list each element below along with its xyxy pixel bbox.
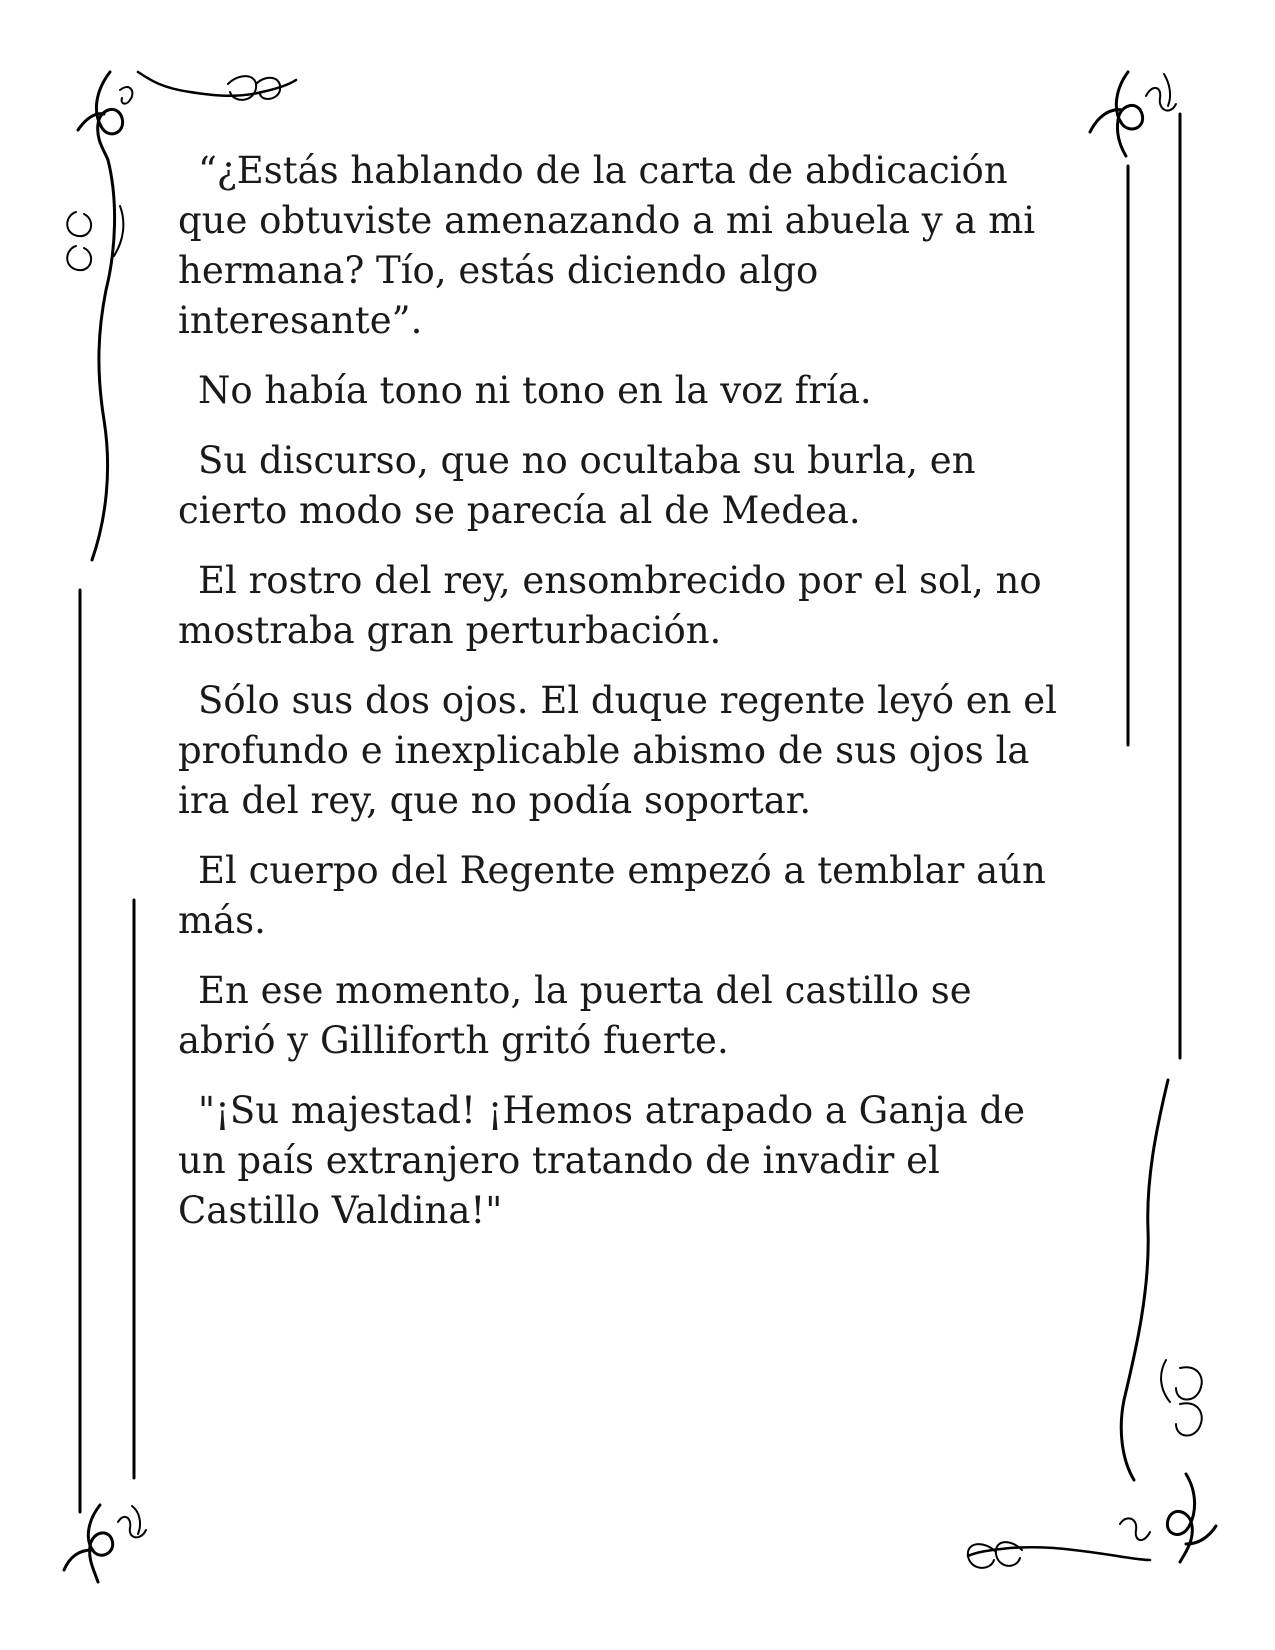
- paragraph: “¿Estás hablando de la carta de abdicación que obtuviste amenazando a mi abuela y a mi hermana? Tío, estás diciendo algo interesante”.: [178, 149, 1036, 342]
- paragraph: El rostro del rey, ensombrecido por el sol, no mostraba gran perturbación.: [178, 559, 1042, 652]
- top-right-flourish-icon: [1090, 72, 1176, 156]
- bottom-left-flourish-icon: [64, 1505, 146, 1582]
- paragraph: El cuerpo del Regente empezó a temblar aún más.: [178, 849, 1046, 942]
- paragraph: No había tono ni tono en la voz fría.: [198, 369, 872, 412]
- paragraph: En ese momento, la puerta del castillo se abrió y Gilliforth gritó fuerte.: [178, 969, 972, 1062]
- paragraph: "¡Su majestad! ¡Hemos atrapado a Ganja de un país extranjero tratando de invadir el Castillo Valdina!": [178, 1089, 1025, 1232]
- page-body: [178, 146, 1078, 1256]
- paragraph: Su discurso, que no ocultaba su burla, en cierto modo se parecía al de Medea.: [178, 439, 976, 532]
- paragraph: Sólo sus dos ojos. El duque regente leyó en el profundo e inexplicable abismo de sus ojos la ira del rey, que no podía soportar.: [178, 679, 1058, 822]
